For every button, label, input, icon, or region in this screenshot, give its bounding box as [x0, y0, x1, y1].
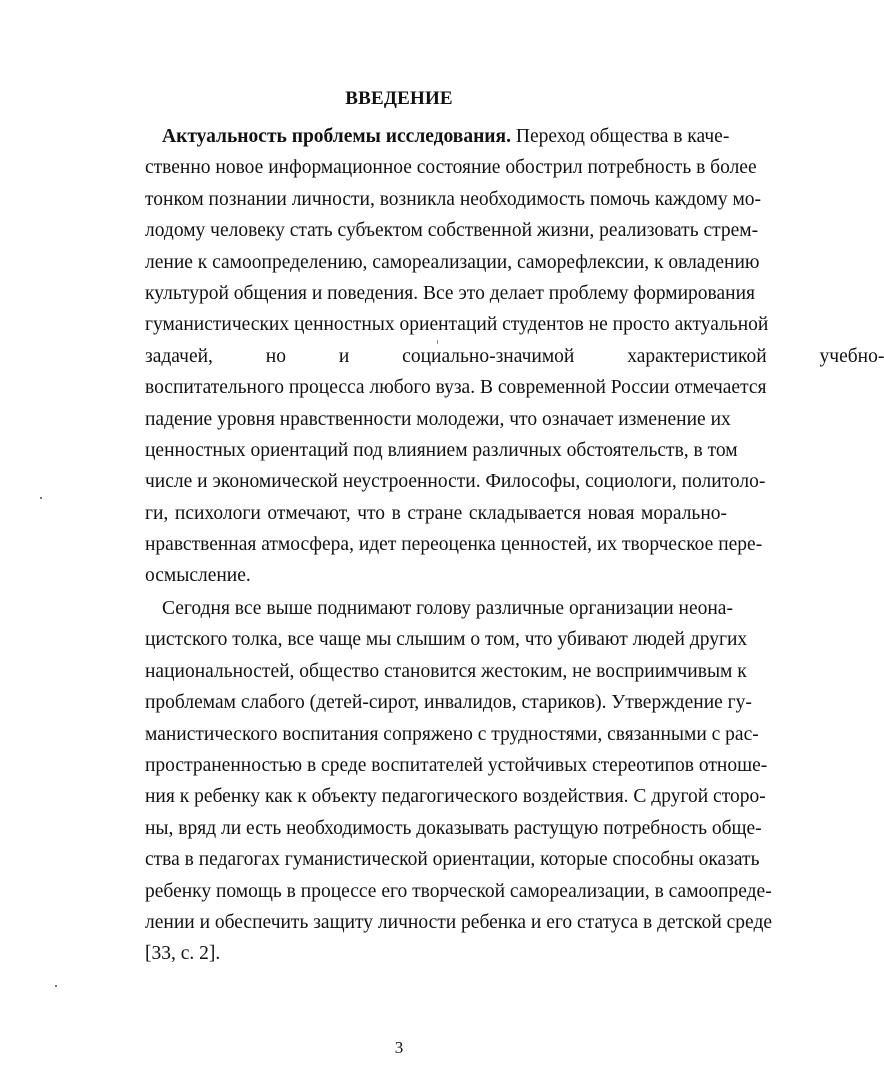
- text-line: осмысление.: [145, 565, 251, 587]
- text-line: ства в педагогах гуманистической ориентации, которые способны оказать: [145, 849, 760, 871]
- text-line: Сегодня все выше поднимают голову различные организации неона-: [162, 598, 733, 619]
- text-line: ребенку помощь в процессе его творческой самореализации, в самоопреде-: [145, 880, 772, 902]
- text-line: ния к ребенку как к объекту педагогического воздействия. С другой сторо-: [145, 786, 766, 808]
- text-line: манистического воспитания сопряжено с трудностями, связанными с рас-: [145, 723, 759, 745]
- text-line: нравственная атмосфера, идет переоценка ценностей, их творческое пере-: [145, 534, 763, 556]
- text-line: ги, психологи отмечают, что в стране складывается новая морально-: [145, 502, 727, 524]
- text-line: тонком познании личности, возникла необходимость помочь каждому мо-: [145, 188, 762, 210]
- page-number: 3: [394, 1038, 404, 1057]
- text-line: ны, вряд ли есть необходимость доказывать растущую потребность обще-: [145, 817, 762, 839]
- text-line: ственно новое информационное состояние обострил потребность в более: [145, 157, 757, 179]
- text-line: культурой общения и поведения. Все это делает проблему формирования: [145, 282, 755, 304]
- paragraph-context: [145, 593, 773, 970]
- text-line: цистского толка, все чаще мы слышим о том, что убивают людей других: [145, 629, 748, 651]
- text-line: воспитательного процесса любого вуза. В современной России отмечается: [145, 377, 767, 399]
- scan-speck: [40, 497, 42, 499]
- text-line: Актуальность проблемы исследования. Переход общества в каче-: [162, 126, 730, 147]
- text-line: задачей, но и социально-значимой характеристикой учебно-: [145, 345, 884, 367]
- scan-speck: [437, 340, 438, 344]
- text-line: проблемам слабого (детей-сирот, инвалидов, стариков). Утверждение гу-: [145, 692, 752, 714]
- text-line: лодому человеку стать субъектом собственной жизни, реализовать стрем-: [145, 220, 759, 242]
- text-line: падение уровня нравственности молодежи, что означает изменение их: [145, 408, 731, 430]
- page-heading: ВВЕДЕНИЕ: [345, 88, 453, 109]
- paragraph-relevance: [145, 121, 884, 592]
- text-line: гуманистических ценностных ориентаций студентов не просто актуальной: [145, 314, 769, 336]
- text-line: национальностей, общество становится жестоким, не восприимчивым к: [145, 660, 747, 682]
- text-line: [33, с. 2].: [145, 943, 221, 965]
- text-line: пространенностью в среде воспитателей устойчивых стереотипов отноше-: [145, 754, 768, 776]
- lead-phrase: Актуальность проблемы исследования.: [162, 126, 511, 147]
- text-line: числе и экономической неустроенности. Философы, социологи, политоло-: [145, 471, 766, 493]
- text-line: ление к самоопределению, самореализации, саморефлексии, к овладению: [145, 251, 760, 273]
- scan-speck: [55, 985, 57, 987]
- text-line: лении и обеспечить защиту личности ребенка и его статуса в детской среде: [145, 911, 773, 933]
- text-line: ценностных ориентаций под влиянием различных обстоятельств, в том: [145, 439, 738, 461]
